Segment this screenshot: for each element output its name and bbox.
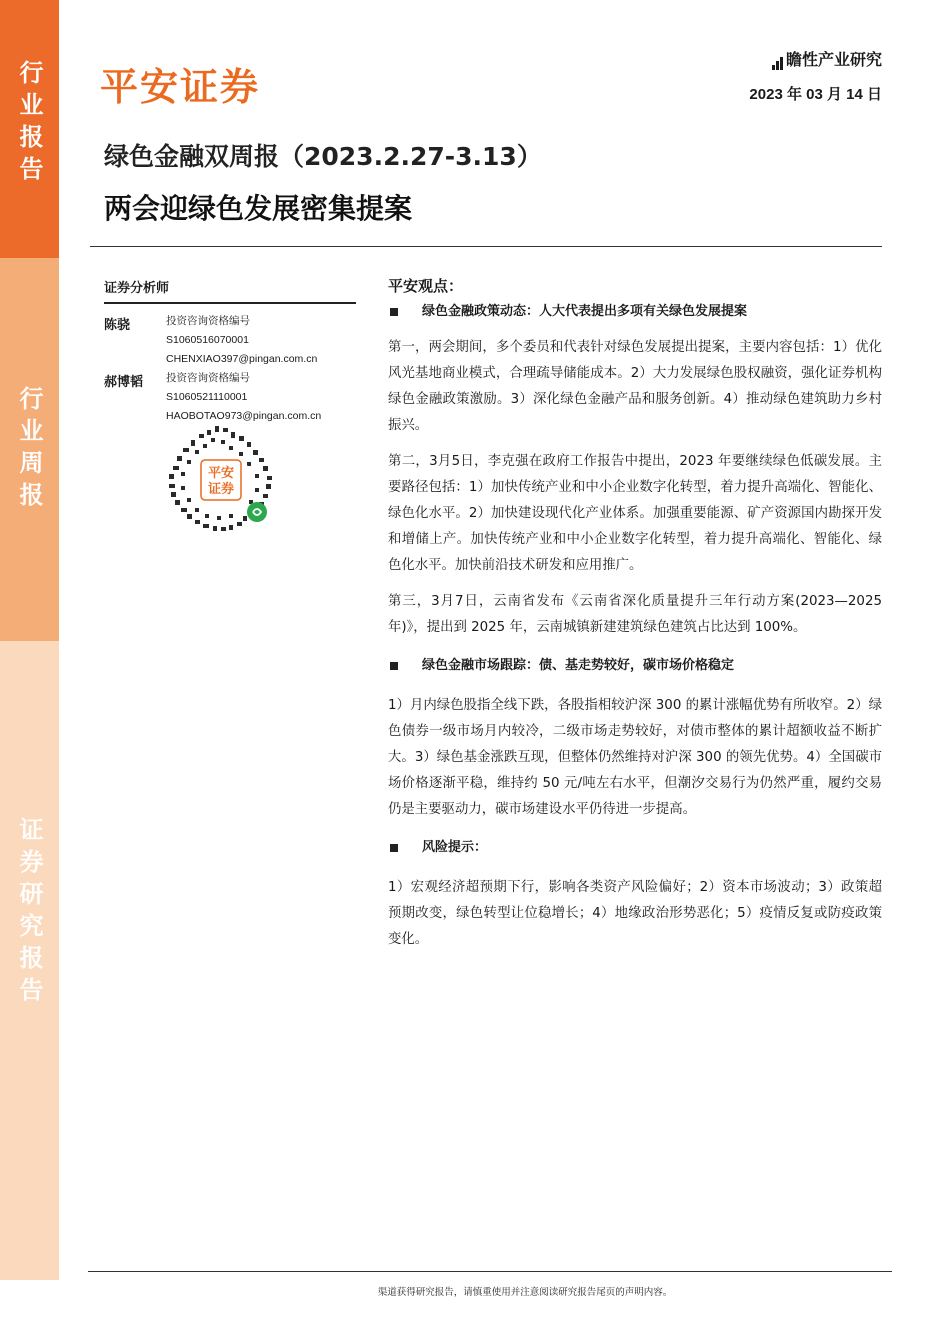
analyst-email[interactable]: CHENXIAO397@pingan.com.cn bbox=[166, 353, 318, 365]
section-title: 绿色金融政策动态：人大代表提出多项有关绿色发展提案 bbox=[422, 304, 748, 319]
square-bullet-icon bbox=[390, 308, 398, 316]
cert-number: S1060516070001 bbox=[166, 334, 249, 346]
qr-logo-line: 证券 bbox=[207, 482, 235, 497]
cert-number: S1060521110001 bbox=[166, 391, 248, 403]
section-title: 风险提示： bbox=[422, 840, 488, 855]
cert-label: 投资咨询资格编号 bbox=[166, 315, 250, 327]
sidebar-label: 行业周报 bbox=[15, 386, 43, 514]
left-sidebar bbox=[0, 0, 59, 1280]
section-heading bbox=[388, 653, 882, 679]
bar-chart-icon bbox=[772, 56, 783, 70]
analyst-name: 郝博韬 bbox=[104, 375, 144, 390]
analyst-panel bbox=[104, 277, 356, 426]
analyst-email[interactable]: HAOBOTAO973@pingan.com.cn bbox=[166, 410, 322, 422]
square-bullet-icon bbox=[390, 662, 398, 670]
brand-text: 瞻性产业研究 bbox=[785, 50, 882, 69]
analyst-heading: 证券分析师 bbox=[104, 277, 356, 304]
analyst-name: 陈骁 bbox=[104, 318, 131, 333]
section-heading bbox=[388, 835, 882, 861]
paragraph: 第一，两会期间，多个委员和代表针对绿色发展提出提案，主要内容包括：1）优化风光基地商业模式，合理疏导储能成本。2）大力发展绿色股权融资，强化证券机构绿色金融政策激励。3）深化绿色金融产品和服务创新。4）推动绿色建筑助力乡村振兴。 bbox=[388, 340, 882, 433]
analyst-entry bbox=[104, 312, 356, 369]
footer-disclaimer: 渠道获得研究报告，请慎重使用并注意阅读研究报告尾页的声明内容。 bbox=[377, 1287, 673, 1298]
footer-divider bbox=[88, 1271, 892, 1272]
square-bullet-icon bbox=[390, 844, 398, 852]
paragraph: 1）月内绿色股指全线下跌，各股指相较沪深 300 的累计涨幅优势有所收窄。2）绿色债券一级市场月内较冷，二级市场走势较好，对债市整体的累计超额收益不断扩大。3）绿色基金涨跌互现，但整体仍然维持对沪深 300 的领先优势。4）全国碳市场价格逐渐平稳，维持约 50 元/吨左右水平，但潮汐交易行为仍然严重，履约交易仍是主要驱动力，碳市场建设水平仍待进一步提高。 bbox=[388, 698, 882, 817]
report-date: 2023 年 03 月 14 日 bbox=[749, 86, 882, 103]
paragraph: 第二，3月5日，李克强在政府工作报告中提出，2023 年要继续绿色低碳发展。主要路径包括：1）加快传统产业和中小企业数字化转型，着力提升高端化、智能化、绿色化水平。2）加快建设现代化产业体系。加强重要能源、矿产资源国内勘探开发和增储上产。加快传统产业和中小企业数字化转型，着力提升高端化、智能化、绿色化水平。加快前沿技术研发和应用推广。 bbox=[388, 454, 882, 573]
brand-tag bbox=[772, 47, 882, 70]
report-subtitle: 绿色金融双周报（2023.2.27-3.13） bbox=[104, 142, 542, 171]
sidebar-label: 证券研究报告 bbox=[15, 817, 43, 1009]
mini-program-icon bbox=[247, 502, 267, 522]
analyst-entry bbox=[104, 369, 356, 426]
main-content bbox=[388, 275, 882, 953]
section-heading bbox=[388, 299, 882, 325]
sidebar-segment-industry-report bbox=[0, 0, 59, 258]
header-divider bbox=[90, 246, 882, 247]
sidebar-label: 行业报告 bbox=[15, 60, 43, 188]
section-title: 绿色金融市场跟踪：债、基走势较好，碳市场价格稳定 bbox=[422, 658, 735, 673]
cert-label: 投资咨询资格编号 bbox=[166, 372, 250, 384]
sidebar-segment-industry-weekly bbox=[0, 258, 59, 641]
qr-code-icon[interactable] bbox=[165, 424, 277, 536]
qr-logo-line: 平安 bbox=[207, 466, 235, 481]
viewpoint-heading: 平安观点： bbox=[388, 277, 464, 295]
report-title: 两会迎绿色发展密集提案 bbox=[104, 192, 413, 225]
paragraph: 第三，3月7日，云南省发布《云南省深化质量提升三年行动方案(2023—2025年)》，提出到 2025 年，云南城镇新建建筑绿色建筑占比达到 100%。 bbox=[388, 594, 882, 635]
paragraph: 1）宏观经济超预期下行，影响各类资产风险偏好；2）资本市场波动；3）政策超预期改变，绿色转型让位稳增长；4）地缘政治形势恶化；5）疫情反复或防疫政策变化。 bbox=[388, 880, 882, 947]
sidebar-segment-securities-research bbox=[0, 641, 59, 1280]
company-logo: 平安证券 bbox=[100, 65, 261, 109]
